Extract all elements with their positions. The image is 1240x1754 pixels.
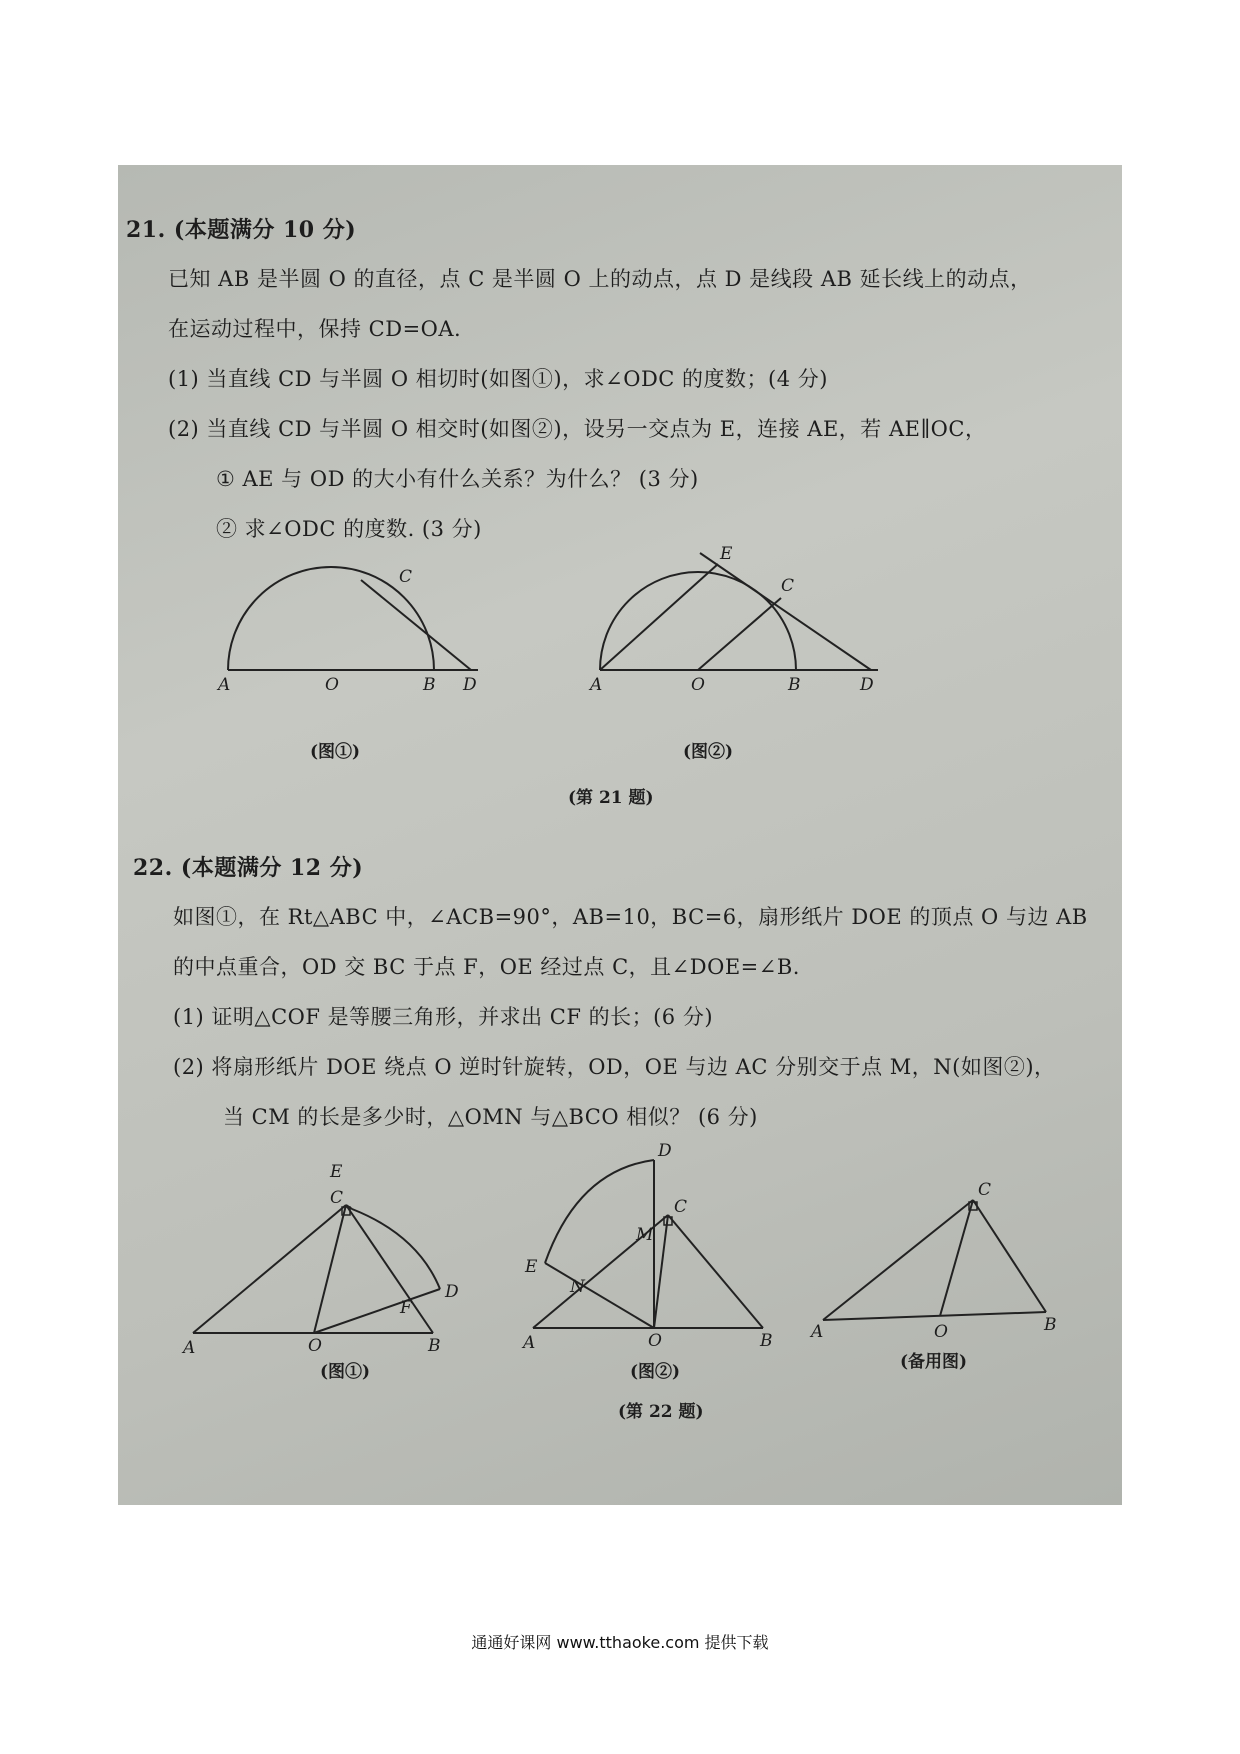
radius-od [314, 1289, 440, 1333]
q22-fig1-caption: (图①) [320, 1362, 371, 1382]
side-ab [823, 1312, 1046, 1320]
q22-part2b: 当 CM 的长是多少时，△OMN 与△BCO 相似？ (6 分) [223, 1105, 758, 1129]
label-b: B [428, 1336, 441, 1356]
label-o: O [691, 675, 705, 695]
q21-line1: 已知 AB 是半圆 O 的直径，点 C 是半圆 O 上的动点，点 D 是线段 AB 延长线上的动点， [168, 267, 1032, 291]
label-c: C [399, 567, 413, 587]
segment-oc [698, 598, 781, 670]
q21-sub2: ② 求∠ODC 的度数. (3 分) [216, 517, 482, 541]
label-b: B [788, 675, 801, 695]
label-b: B [423, 675, 436, 695]
q21-fig2-caption: (图②) [683, 742, 734, 762]
q22-part1: (1) 证明△COF 是等腰三角形，并求出 CF 的长；(6 分) [173, 1005, 714, 1029]
secant-ed [700, 553, 871, 670]
label-c: C [674, 1197, 688, 1217]
q22-line1: 如图①，在 Rt△ABC 中，∠ACB=90°，AB=10，BC=6，扇形纸片 DOE 的顶点 O 与边 AB [173, 905, 1088, 929]
q22-part2: (2) 将扇形纸片 DOE 绕点 O 逆时针旋转，OD，OE 与边 AC 分别交于点 M，N(如图②)， [173, 1055, 1056, 1079]
label-e: E [525, 1257, 538, 1277]
radius-oe [314, 1205, 346, 1333]
side-ac [823, 1200, 973, 1320]
label-a: A [811, 1322, 824, 1342]
label-m: M [636, 1225, 654, 1245]
q21-caption: (第 21 题) [568, 788, 654, 808]
side-ac [193, 1205, 346, 1333]
q21-part2: (2) 当直线 CD 与半圆 O 相交时(如图②)，设另一交点为 E，连接 AE，若 AE∥OC， [168, 417, 987, 441]
label-o: O [934, 1322, 948, 1342]
label-d: D [658, 1141, 672, 1161]
label-c: C [978, 1180, 992, 1200]
label-a: A [590, 675, 603, 695]
exam-photo [118, 165, 1122, 1505]
footer-credit: 通通好课网 www.tthaoke.com 提供下载 [471, 1633, 769, 1652]
q22-header: 22. (本题满分 12 分) [133, 855, 364, 881]
label-a: A [183, 1338, 196, 1358]
label-a: A [218, 675, 231, 695]
label-a: A [523, 1333, 536, 1353]
q21-fig1-caption: (图①) [310, 742, 361, 762]
q22-line2: 的中点重合，OD 交 BC 于点 F，OE 经过点 C，且∠DOE=∠B. [173, 955, 800, 979]
label-n: N [570, 1277, 585, 1297]
label-d: D [445, 1282, 459, 1302]
q22-figure-3 [808, 1165, 1088, 1345]
semicircle-arc [600, 572, 796, 670]
label-o: O [325, 675, 339, 695]
side-bc [346, 1205, 433, 1333]
label-f: F [400, 1298, 412, 1318]
segment-oc [940, 1200, 973, 1316]
q21-figure-1 [213, 560, 513, 720]
q22-figure-2 [518, 1140, 818, 1353]
label-o: O [648, 1331, 662, 1351]
q21-sub1: ① AE 与 OD 的大小有什么关系？为什么？ (3 分) [216, 467, 699, 491]
q22-fig3-caption: (备用图) [900, 1352, 968, 1372]
label-d: D [860, 675, 874, 695]
q21-figure-2 [588, 545, 918, 715]
q22-fig2-caption: (图②) [630, 1362, 681, 1382]
label-b: B [1044, 1315, 1057, 1335]
label-c: C [781, 576, 795, 596]
q22-caption: (第 22 题) [618, 1402, 704, 1422]
q21-header: 21. (本题满分 10 分) [126, 217, 357, 243]
side-bc [973, 1200, 1046, 1312]
segment-oc [654, 1215, 668, 1328]
label-e: E [720, 544, 733, 564]
q21-part1: (1) 当直线 CD 与半圆 O 相切时(如图①)，求∠ODC 的度数；(4 分) [168, 367, 828, 391]
label-b: B [760, 1331, 773, 1351]
label-e: E [330, 1162, 343, 1182]
label-c: C [330, 1188, 344, 1208]
tangent-cd [361, 580, 471, 670]
label-o: O [308, 1336, 322, 1356]
sector-arc [545, 1160, 654, 1263]
q22-figure-1 [178, 1155, 478, 1358]
side-bc [668, 1215, 763, 1328]
label-d: D [463, 675, 477, 695]
q21-line2: 在运动过程中，保持 CD=OA. [168, 317, 462, 341]
